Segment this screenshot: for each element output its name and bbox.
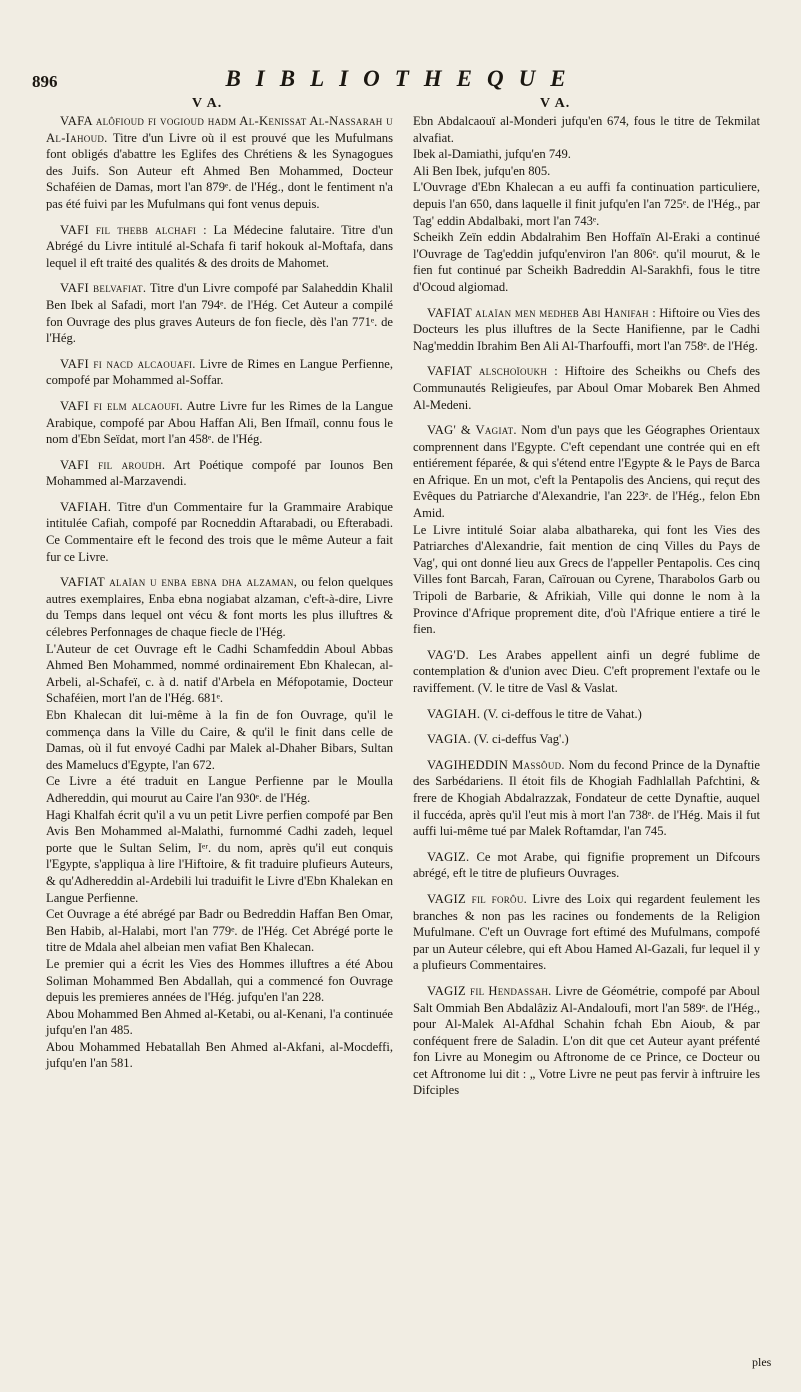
dictionary-entry — [413, 647, 760, 697]
dictionary-entry — [413, 731, 760, 748]
page-header — [32, 66, 774, 112]
entry-text: Ali Ben Ibek, jufqu'en 805. — [413, 163, 551, 178]
entry-text: Art Poétique compofé par Iounos Ben Mohammed al-Marzavendi. — [46, 457, 394, 489]
entry-text: Le Livre intitulé Soiar alaba albathareka, qui font les Vies des Patriarches d'Alexandrie, fait mention de cinq Villes du Pays de Vag', qui ont donné lieu aux Grecs de l'appeller Pentapolis. Ces cinq Villes font Barcah, Faran, Caïrouan ou Cyrene, Tharabolos Garb ou Tripoli de Barbarie, & Afrikiah, Ville qui donne le nom à la Province d'Afrique proprement dite, d'où l'Afrique entiere a tiré le fien. — [413, 522, 760, 637]
entry-text: Titre d'un Livre compofé par Salaheddin Khalil Ben Ibek al Safadi, mort l'an 794ᵉ. de l'Hég. Cet Auteur a compilé fon Ouvrage des plus graves Auteurs de fon fiecle, dès l'an 771ᵉ. de l'Hég. — [46, 281, 393, 346]
dictionary-entry — [46, 398, 393, 448]
entry-headword: VAFIAT alschoïoukh : — [427, 364, 559, 379]
dictionary-entry — [46, 707, 393, 773]
entry-text: Autre Livre fur les Rimes de la Langue Arabique, compofé par Abou Haffan Ali, Ben Ifmaïl, connu fous le nom d'Ebn Seïdat, mort l'an 458ᵉ. de l'Hég. — [46, 398, 393, 447]
dictionary-entry — [46, 574, 393, 640]
dictionary-entry — [413, 305, 760, 355]
dictionary-entry — [46, 356, 393, 389]
entry-headword: VAFI fil thebb alchafi : — [60, 222, 207, 237]
catchword: ples — [752, 1355, 772, 1369]
dictionary-entry — [46, 457, 393, 490]
dictionary-entry — [413, 422, 760, 522]
dictionary-entry — [413, 522, 760, 638]
dictionary-entry — [413, 113, 760, 146]
entry-text: Ebn Khalecan dit lui-même à la fin de fon Ouvrage, qu'il le commença dans la Ville du Caire, & qu'il le finit dans celle de Damas, où il fut envoyé Cadhi par Malek al-Dhaher Bibars, Sultan des Mamelucs d'Egypte, l'an 672. — [46, 708, 393, 772]
running-title: BIBLIOTHEQUE — [225, 66, 581, 91]
entry-text: Titre d'un Commentaire fur la Grammaire Arabique intitulée Cafiah, compofé par Rocneddin Aftarabadi, ou Efterabadi. Ce Commentaire eft le fecond des trois que le même Auteur a fait fur ce Livre. — [46, 499, 393, 564]
dictionary-entry — [46, 280, 393, 346]
entry-text: Le premier qui a écrit les Vies des Hommes illuftres a été Abou Soliman Mohammed Ben Abdallah, qui a commencé fon Ouvrage depuis les premieres années de l'Hég. jufqu'en l'an 228. — [46, 956, 393, 1005]
entry-text: (V. ci-deffus Vag'.) — [470, 732, 569, 747]
dictionary-entry — [413, 363, 760, 413]
page-number: 896 — [32, 72, 58, 91]
entry-text: Hagi Khalfah écrit qu'il a vu un petit Livre perfien compofé par Ben Avis Ben Mohammed al-Malathi, furnommé Cadhi zadeh, lequel porte que le Sultan Selim, Iᵉʳ. du nom, après qu'il eut conquis l'Egypte, s'appliqua à lire l'Hiftoire, & fit traduire plufieurs Auteurs, & qu'Adhereddin al-Ardebili lui traduifit le Livre d'Ebn Khalekan en Langue Perfienne. — [46, 807, 393, 905]
dictionary-entry — [46, 222, 393, 272]
dictionary-entry — [413, 179, 760, 229]
dictionary-entry — [413, 229, 760, 295]
entry-text: ou felon quelques autres exemplaires, Enba ebna nogiabat alzaman, c'eft-à-dire, Livre du Temps dans lequel ont vécu & font morts les plus illuftres & célebres Perfonnages de chaque fiecle de l'Hég. — [46, 575, 393, 640]
entry-headword: VAFIAT alaïan men medheb Abi Hanifah : — [427, 305, 657, 320]
dictionary-entry — [46, 956, 393, 1006]
entry-headword: VAGIAH. — [427, 706, 481, 721]
entry-text: Hiftoire ou Vies des Docteurs les plus illuftres de la Secte Hanifienne, par le Cadhi Nag'meddin Ibrahim Ben Ali Al-Tharfouffi, mort l'an 758ᵉ. de l'Hég. — [413, 305, 760, 353]
entry-text: (V. ci-deffous le titre de Vahat.) — [480, 706, 642, 721]
entry-headword: VAFI fil aroudh. — [60, 457, 166, 472]
dictionary-entry — [413, 757, 760, 840]
left-column-label: V A. — [192, 96, 223, 111]
dictionary-entry — [46, 773, 393, 806]
entry-text: Hiftoire des Scheikhs ou Chefs des Communautés Religieufes, par Aboul Omar Mobarek Ben Ahmed Al-Medeni. — [413, 364, 760, 412]
dictionary-entry — [46, 499, 393, 565]
entry-text: Abou Mohammed Hebatallah Ben Ahmed al-Akfani, al-Mocdeffi, jufqu'en l'an 581. — [46, 1039, 393, 1071]
dictionary-entry — [46, 641, 393, 707]
dictionary-entry — [413, 163, 760, 180]
entry-text: Ce mot Arabe, qui fignifie proprement un Difcours abrégé, eft le titre de plufieurs Ouvrages. — [413, 849, 760, 881]
entry-text: Les Arabes appellent ainfi un degré fublime de contemplation & d'union avec Dieu. C'eft proprement l'extafe ou le raviffement. (V. le titre de Vasl & Vaslat. — [413, 647, 760, 695]
entry-headword: VAGIHEDDIN Massôud. — [427, 757, 565, 772]
entry-text: Scheikh Zeïn eddin Abdalrahim Ben Hoffaïn Al-Eraki a continué l'Ouvrage de Tag'eddin jufqu'environ l'an 806ᵉ. qu'il mourut, & le fien fut continué par Scheikh Badreddin Al-Sarakhfi, fous le titre d'Ocoud algiomad. — [413, 230, 760, 294]
entry-headword: VAFA alôfioud fi vogioud hadm Al-Kenissat Al-Nassarah u Al-Iahoud. — [46, 114, 393, 145]
dictionary-entry — [413, 146, 760, 163]
entry-headword: VAFIAT alaïan u enba ebna dha alzaman, — [60, 575, 298, 590]
entry-headword: VAFI belvafiat. — [60, 281, 147, 296]
entry-text: Livre de Géométrie, compofé par Aboul Salt Ommiah Ben Abdalâziz Al-Andaloufi, mort l'an 589ᵉ. de l'Hég., pour Al-Malek Al-Afdhal Schahin fchah Ebn Aioub, & par conféquent frere de Saladin. L'on dit que cet Auteur ayant préfenté fon Livre au Monegim ou Aftronome de ce Prince, ce Docteur ou cet Aftronome lui dit : „ Votre Livre ne peut pas fervir à inftruire les Difciples — [413, 983, 760, 1098]
entry-text: Cet Ouvrage a été abrégé par Badr ou Bedreddin Haffan Ben Omar, Ben Habib, al-Halabi, mort l'an 779ᵉ. de l'Hég. Cet Abrégé porte le titre de Mdala ahel albeian men vafiat Ben Khalecan. — [46, 907, 393, 955]
entry-text: Livre de Rimes en Langue Perfienne, compofé par Mohammed al-Soffar. — [46, 356, 393, 388]
dictionary-entry — [46, 113, 393, 213]
entry-headword: VAGIA. — [427, 732, 471, 747]
dictionary-entry — [46, 1006, 393, 1039]
right-column — [413, 113, 760, 1108]
dictionary-entry — [413, 849, 760, 882]
entry-text: Livre des Loix qui regardent feulement les branches & non pas les racines ou fondements de la Religion Mufulmane. C'eft un Ouvrage fort eftimé des Mufulmans, compofé par un Auteur célebre, qui eft Abou Hamed Al-Gazali, fur lequel il y a plufieurs Commentaires. — [413, 891, 760, 973]
entry-text: L'Ouvrage d'Ebn Khalecan a eu auffi fa continuation particuliere, depuis l'an 650, dans laquelle il finit jufqu'en l'an 725ᵉ. de l'Hég., par Tag' eddin Abdalbaki, mort l'an 743ᵉ. — [413, 180, 760, 228]
entry-text: Nom d'un pays que les Géographes Orientaux comprennent dans l'Egypte. C'eft cependant une contrée qui en eft entiérement féparée, & qui s'étend entre l'Egypte & le Pays de Barca en Afrique. En un mot, c'eft la Pentapolis des Anciens, qui reçut des Evêques du Patriarche d'Alexandrie, l'an 223ᵉ. de l'Hég., felon Ebn Amid. — [413, 423, 761, 521]
right-column-label: V A. — [540, 96, 571, 111]
entry-headword: VAG'D. — [427, 647, 469, 662]
entry-headword: VAGIZ. — [427, 849, 470, 864]
left-column — [46, 113, 393, 1072]
entry-text: Titre d'un Livre où il est prouvé que les Mufulmans font obligés d'abattre les Eglifes des Chrétiens & les Synagogues des Juifs. Son Auteur eft Ahmed Ben Mohammed, Docteur Schaféien de Damas, mort l'an 879ᵉ. de l'Hég., dont le fentiment n'a pas été fuivi par les Mufulmans qui font venus depuis. — [46, 130, 393, 211]
entry-text: Ibek al-Damiathi, jufqu'en 749. — [413, 147, 571, 162]
dictionary-entry — [46, 906, 393, 956]
dictionary-entry — [413, 706, 760, 723]
dictionary-entry — [46, 807, 393, 907]
entry-text: L'Auteur de cet Ouvrage eft le Cadhi Schamfeddin Aboul Abbas Ahmed Ben Mohammed, nommé ordinairement Ebn Khalecan, al-Arbeli, al-Schafeï, c. à d. natif d'Arbela en Méfopotamie, Docteur Schaféien, mort l'an de l'Hég. 681ᵉ. — [46, 641, 393, 706]
entry-text: Ebn Abdalcaouï al-Monderi jufqu'en 674, fous le titre de Tekmilat alvafiat. — [413, 114, 760, 145]
entry-headword: VAGIZ fil forôu. — [427, 891, 528, 906]
entry-headword: VAG' & Vagiat. — [427, 423, 517, 438]
dictionary-entry — [413, 891, 760, 974]
entry-text: Ce Livre a été traduit en Langue Perfienne par le Moulla Adhereddin, qui mourut au Caire l'an 930ᵉ. de l'Hég. — [46, 774, 393, 805]
entry-text: La Médecine falutaire. Titre d'un Abrégé du Livre intitulé al-Schafa fi tarif hokouk al-Moftafa, dans lequel il eft traité des qualités & des droits de Mahomet. — [46, 222, 393, 270]
dictionary-entry — [46, 1039, 393, 1072]
entry-headword: VAFIAH. — [60, 499, 112, 514]
entry-headword: VAFI fi nacd alcaouafi. — [60, 356, 196, 371]
entry-text: Abou Mohammed Ben Ahmed al-Ketabi, ou al-Kenani, l'a continuée jufqu'en l'an 485. — [46, 1006, 393, 1038]
entry-headword: VAFI fi elm alcaoufi. — [60, 398, 183, 413]
dictionary-entry — [413, 983, 760, 1099]
entry-headword: VAGIZ fil Hendassah. — [427, 983, 552, 998]
entry-text: Nom du fecond Prince de la Dynaftie des Sarbédariens. Il étoit fils de Khogiah Fadhlallah Pafchtini, & frere de Khogiah Abdalrazzak, Fondateur de cette Dynaftie, auquel il fuccéda, après qu'il l'eut mis à mort l'an 738ᵉ. de l'Hég. Mais il fut auffi lui-même tué par Malek Roftamdar, l'an 745. — [413, 757, 760, 839]
